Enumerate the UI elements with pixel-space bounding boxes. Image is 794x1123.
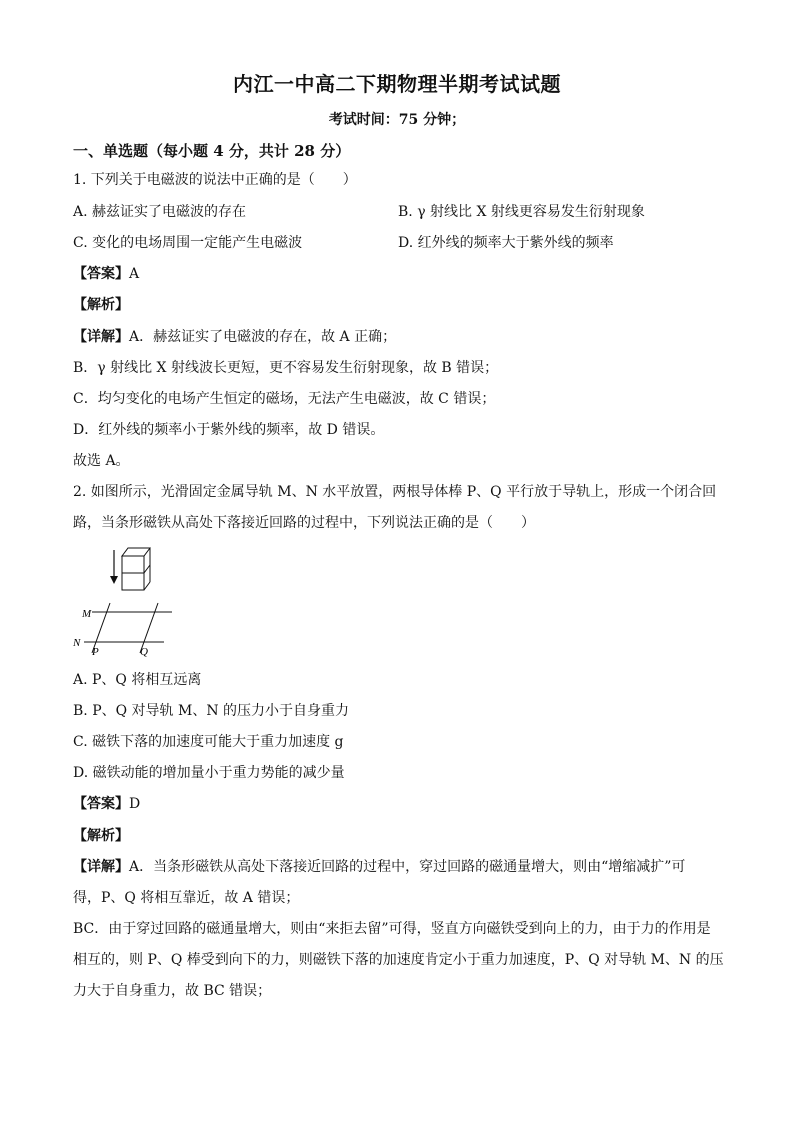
q1-analysis-tag (73, 295, 129, 315)
label-q: Q (140, 646, 148, 658)
q2-stem-line1: 2. 如图所示，光滑固定金属导轨 M、N 水平放置，两根导体棒 P、Q 平行放于导轨上，形成一个闭合回 (73, 484, 717, 500)
q1-conclusion: 故选 A。 (73, 453, 130, 469)
label-p: P (92, 646, 99, 658)
answer-tag: 【答案】 (73, 266, 129, 282)
q2-answer (73, 794, 140, 814)
answer-tag: 【答案】 (73, 796, 129, 812)
section-heading: 一、单选题（每小题 4 分，共计 28 分） (73, 142, 351, 160)
analysis-tag: 【解析】 (73, 828, 129, 844)
exam-duration: 考试时间：75 分钟； (328, 112, 466, 128)
page-title: 内江一中高二下期物理半期考试试题 (233, 72, 561, 96)
q2-detail-a-line2: 得，P、Q 将相互靠近，故 A 错误； (73, 890, 300, 906)
detail-text: A．赫兹证实了电磁波的存在，故 A 正确； (129, 329, 397, 345)
q1-detail-c: C．均匀变化的电场产生恒定的磁场，无法产生电磁波，故 C 错误； (73, 391, 496, 407)
q2-option-c: C. 磁铁下落的加速度可能大于重力加速度 g (73, 734, 344, 750)
q1-answer (73, 264, 139, 284)
q1-detail-b: B．γ 射线比 X 射线波长更短，更不容易发生衍射现象，故 B 错误； (73, 360, 499, 376)
q1-option-b: B. γ 射线比 X 射线更容易发生衍射现象 (398, 204, 645, 220)
q2-option-d: D. 磁铁动能的增加量小于重力势能的减少量 (73, 765, 345, 781)
q1-detail-a (73, 327, 396, 347)
answer-value: A (129, 266, 140, 282)
q2-detail-bc-line2: 相互的，则 P、Q 棒受到向下的力，则磁铁下落的加速度肯定小于重力加速度，P、Q 对导轨 M、N 的压 (73, 952, 724, 968)
q2-detail-bc-line1: BC．由于穿过回路的磁通量增大，则由“来拒去留”可得，竖直方向磁铁受到向上的力，由于力的作用是 (73, 921, 711, 937)
magnet-top-face (122, 548, 150, 556)
detail-text: A．当条形磁铁从高处下落接近回路的过程中，穿过回路的磁通量增大，则由“增缩减扩”可 (129, 859, 686, 875)
q1-stem: 1. 下列关于电磁波的说法中正确的是（ ） (73, 172, 357, 188)
label-m: M (82, 608, 92, 620)
magnet-side-bottom (144, 582, 150, 590)
q1-option-a: A. 赫兹证实了电磁波的存在 (73, 204, 247, 220)
q2-analysis-tag (73, 826, 129, 846)
q1-option-d: D. 红外线的频率大于紫外线的频率 (398, 235, 614, 251)
analysis-tag: 【解析】 (73, 297, 129, 313)
magnet-side-mid (144, 565, 150, 573)
q2-option-a: A. P、Q 将相互远离 (73, 672, 202, 688)
q1-detail-d: D．红外线的频率小于紫外线的频率，故 D 错误。 (73, 422, 385, 438)
detail-tag: 【详解】 (73, 329, 129, 345)
q1-option-c: C. 变化的电场周围一定能产生电磁波 (73, 235, 303, 251)
fall-arrow-head (110, 576, 118, 584)
label-n: N (73, 637, 81, 649)
magnet-rails-diagram (70, 540, 190, 660)
answer-value: D (129, 796, 141, 812)
q2-stem-line2: 路，当条形磁铁从高处下落接近回路的过程中，下列说法正确的是（ ） (73, 515, 535, 531)
q2-option-b: B. P、Q 对导轨 M、N 的压力小于自身重力 (73, 703, 350, 719)
detail-tag: 【详解】 (73, 859, 129, 875)
q2-detail-a-line1 (73, 857, 685, 877)
q2-detail-bc-line3: 力大于自身重力，故 BC 错误； (73, 983, 272, 999)
